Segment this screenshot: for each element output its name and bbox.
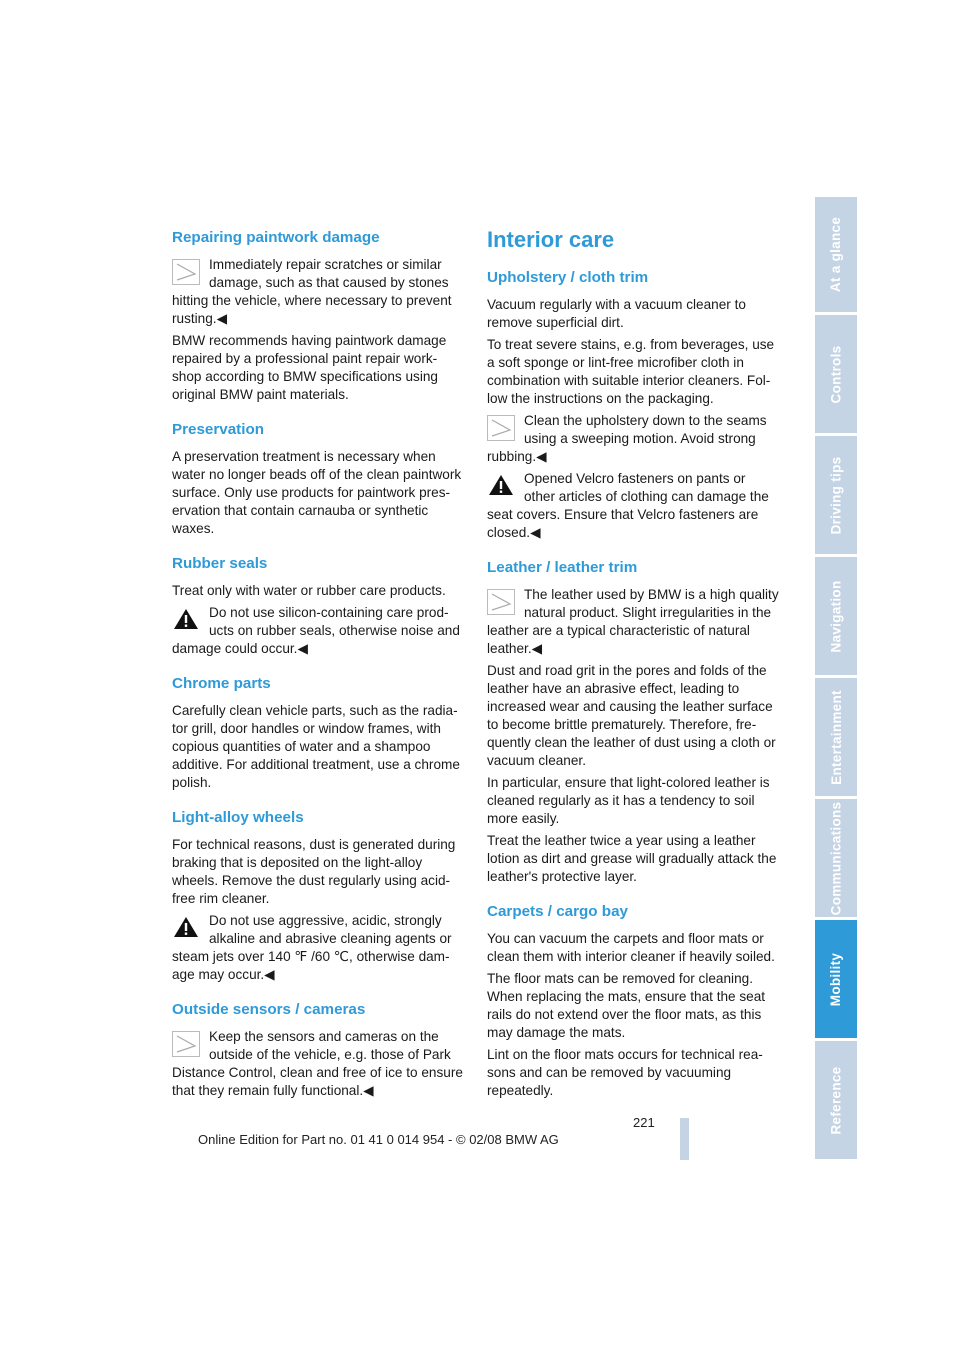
section-title-carpets: Carpets / cargo bay xyxy=(487,903,628,920)
note-leather: The leather used by BMW is a high quality natural product. Slight irregularities in the leather are a typical characteristic of natural leather.◀ xyxy=(487,587,779,656)
paragraph: Treat only with water or rubber care products. xyxy=(172,583,446,598)
paragraph: Dust and road grit in the pores and folds of the leather have an abrasive effect, leading to increased wear and causing the leather surface to become brittle prematurely. Therefore, fre-quently clean the leather of dust using a cloth or vacuum cleaner. xyxy=(487,663,776,768)
warning-triangle-icon xyxy=(172,607,200,633)
page-title: Interior care xyxy=(487,227,615,252)
page-number: 221 xyxy=(633,1115,655,1130)
tab-driving-tips[interactable]: Driving tips xyxy=(815,436,857,554)
paragraph: To treat severe stains, e.g. from beverages, use a soft sponge or lint-free microfiber cloth in combination with suitable interior cleaners. Fol-low the instructions on the packaging. xyxy=(487,337,775,406)
right-column xyxy=(487,226,779,1104)
page-marker-bar xyxy=(680,1118,689,1160)
paragraph: Vacuum regularly with a vacuum cleaner to remove superficial dirt. xyxy=(487,297,746,330)
warning-triangle-icon xyxy=(487,473,515,499)
section-title-paintwork: Repairing paintwork damage xyxy=(172,229,380,246)
tab-at-a-glance[interactable]: At a glance xyxy=(815,197,857,312)
section-title-preservation: Preservation xyxy=(172,421,265,438)
section-title-outside-sensors: Outside sensors / cameras xyxy=(172,1001,366,1018)
edition-text: Online Edition for Part no. 01 41 0 014 954 - © 02/08 BMW AG xyxy=(198,1132,559,1147)
section-title-upholstery: Upholstery / cloth trim xyxy=(487,269,649,286)
section-title-rubber-seals: Rubber seals xyxy=(172,555,268,572)
warning-velcro: Opened Velcro fasteners on pants or other articles of clothing can damage the seat covers. Ensure that Velcro fasteners are closed.◀ xyxy=(487,471,769,540)
paragraph: Treat the leather twice a year using a leather lotion as dirt and grease will gradually attack the leather's protective layer. xyxy=(487,833,777,884)
tab-navigation[interactable]: Navigation xyxy=(815,557,857,675)
chapter-tabs xyxy=(815,197,857,1162)
warning-wheels: Do not use aggressive, acidic, strongly alkaline and abrasive cleaning agents or steam jets over 140 ℉ /60 ℃, otherwise dam-age may occur.◀ xyxy=(172,913,452,982)
tab-communications[interactable]: Communications xyxy=(815,799,857,917)
section-title-leather: Leather / leather trim xyxy=(487,559,638,576)
section-title-light-alloy-wheels: Light-alloy wheels xyxy=(172,809,304,826)
left-column xyxy=(172,228,464,1104)
tab-mobility[interactable]: Mobility xyxy=(815,920,857,1038)
paragraph: Carefully clean vehicle parts, such as the radia-tor grill, door handles or window frames, with copious quantities of water and a shampoo additive. For additional treatment, use a chrome polish. xyxy=(172,703,460,790)
paragraph: A preservation treatment is necessary when water no longer beads off of the clean paintwork surface. Only use products for paintwork pres-ervation that contain carnauba or synthetic waxes. xyxy=(172,449,462,536)
paragraph: In particular, ensure that light-colored leather is cleaned regularly as it has a tendency to soil more easily. xyxy=(487,775,770,826)
tab-entertainment[interactable]: Entertainment xyxy=(815,678,857,796)
note-arrow-icon xyxy=(487,589,515,615)
note-arrow-icon xyxy=(172,259,200,285)
note-upholstery: Clean the upholstery down to the seams using a sweeping motion. Avoid strong rubbing.◀ xyxy=(487,413,767,464)
warning-rubber-seals: Do not use silicon-containing care prod-ucts on rubber seals, otherwise noise and damage could occur.◀ xyxy=(172,605,460,656)
tab-reference[interactable]: Reference xyxy=(815,1041,857,1159)
paragraph: BMW recommends having paintwork damage repaired by a professional paint repair work-shop according to BMW specifications using original BMW paint materials. xyxy=(172,333,447,402)
note-arrow-icon xyxy=(172,1031,200,1057)
section-title-chrome-parts: Chrome parts xyxy=(172,675,271,692)
paragraph: For technical reasons, dust is generated during braking that is deposited on the light-alloy wheels. Remove the dust regularly using acid-free rim cleaner. xyxy=(172,837,456,906)
paragraph: The floor mats can be removed for cleaning. When replacing the mats, ensure that the seat rails do not extend over the floor mats, as this may damage the mats. xyxy=(487,971,766,1040)
warning-triangle-icon xyxy=(172,915,200,941)
note-arrow-icon xyxy=(487,415,515,441)
tab-controls[interactable]: Controls xyxy=(815,315,857,433)
paragraph: You can vacuum the carpets and floor mats or clean them with interior cleaner if heavily soiled. xyxy=(487,931,775,964)
note-paintwork: Immediately repair scratches or similar damage, such as that caused by stones hitting the vehicle, where necessary to prevent rusting.◀ xyxy=(172,257,452,326)
note-sensors: Keep the sensors and cameras on the outside of the vehicle, e.g. those of Park Distance Control, clean and free of ice to ensure that they remain fully functional.◀ xyxy=(172,1029,463,1098)
paragraph: Lint on the floor mats occurs for technical rea-sons and can be removed by vacuuming repeatedly. xyxy=(487,1047,763,1098)
